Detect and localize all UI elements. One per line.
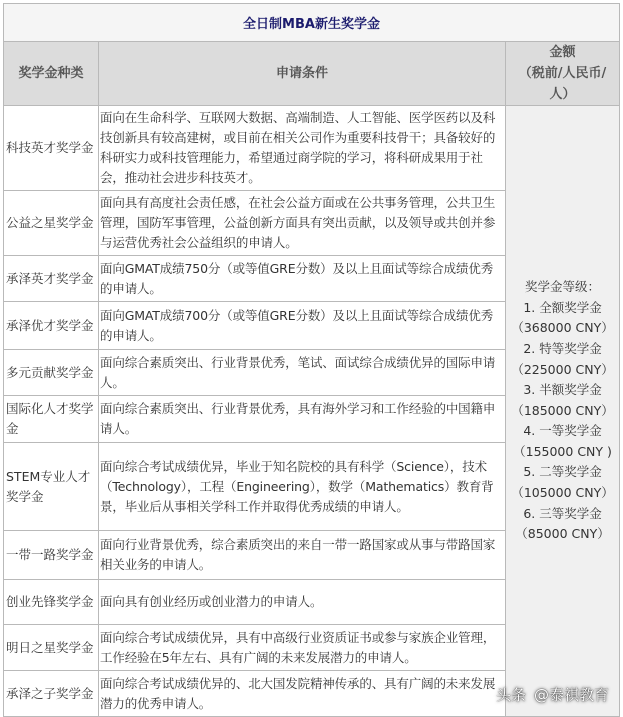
scholarship-condition: 面向GMAT成绩700分（或等值GRE分数）及以上且面试等综合成绩优秀的申请人。 (99, 302, 506, 350)
scholarship-name: 承泽英才奖学金 (4, 256, 99, 302)
scholarship-name: 承泽之子奖学金 (4, 671, 99, 717)
scholarship-table (3, 3, 620, 717)
scholarship-name: STEM专业人才奖学金 (4, 443, 99, 531)
scholarship-name: 明日之星奖学金 (4, 625, 99, 671)
scholarship-name: 多元贡献奖学金 (4, 350, 99, 396)
scholarship-condition: 面向具有创业经历或创业潜力的申请人。 (99, 580, 506, 625)
scholarship-condition: 面向具有高度社会责任感，在社会公益方面或在公共事务管理，公共卫生管理，国防军事管理，公益创新方面具有突出贡献，以及领导或共创并参与运营优秀社会公益组织的申请人。 (99, 191, 506, 256)
watermark-prefix: 头条 (495, 686, 526, 704)
scholarship-name: 一带一路奖学金 (4, 531, 99, 580)
scholarship-name: 公益之星奖学金 (4, 191, 99, 256)
scholarship-condition: 面向在生命科学、互联网大数据、高端制造、人工智能、医学医药以及科技创新具有较高建树，或目前在相关公司作为重要科技骨干；具备较好的科研实力或科技管理能力，希望通过商学院的学习，将科研成果用于社会，推动社会进步科技英才。 (99, 106, 506, 191)
scholarship-condition: 面向综合素质突出、行业背景优秀，具有海外学习和工作经验的中国籍申请人。 (99, 396, 506, 443)
scholarship-name: 国际化人才奖学金 (4, 396, 99, 443)
scholarship-name: 科技英才奖学金 (4, 106, 99, 191)
scholarship-condition: 面向综合考试成绩优异，毕业于知名院校的具有科学（Science），技术（Technology），工程（Engineering），数学（Mathematics）教育背景，毕业后从事相关学科工作并取得优秀成绩的申请人。 (99, 443, 506, 531)
watermark (496, 684, 609, 705)
header-amount (506, 42, 620, 106)
table-title: 全日制MBA新生奖学金 (4, 4, 620, 42)
scholarship-condition: 面向综合考试成绩优异的、北大国发院精神传承的、具有广阔的未来发展潜力的优秀申请人。 (99, 671, 506, 717)
watermark-text: @泰祺教育 (533, 686, 609, 704)
scholarship-condition: 面向GMAT成绩750分（或等值GRE分数）及以上且面试等综合成绩优秀的申请人。 (99, 256, 506, 302)
scholarship-condition: 面向行业背景优秀，综合素质突出的来自一带一路国家或从事与带路国家相关业务的申请人。 (99, 531, 506, 580)
header-type: 奖学金种类 (4, 42, 99, 106)
scholarship-condition: 面向综合考试成绩优异，具有中高级行业资质证书或参与家族企业管理，工作经验在5年左右、具有广阔的未来发展潜力的申请人。 (99, 625, 506, 671)
scholarship-condition: 面向综合素质突出、行业背景优秀，笔试、面试综合成绩优异的国际申请人。 (99, 350, 506, 396)
scholarship-name: 创业先锋奖学金 (4, 580, 99, 625)
header-amount-text: 金额 （税前/人民币/ 人） (518, 45, 607, 102)
scholarship-name: 承泽优才奖学金 (4, 302, 99, 350)
header-condition: 申请条件 (99, 42, 506, 106)
amount-cell (506, 106, 620, 717)
amount-levels: 奖学金等级： 1. 全额奖学金 （368000 CNY） 2. 特等奖学金 （225000 CNY） 3. 半额奖学金 （185000 CNY） 4. 一等奖学金 （155000 CNY ) 5. 二等奖学金 （105000 CNY） 6. 三等奖学金 （85000 CNY） (511, 279, 614, 542)
